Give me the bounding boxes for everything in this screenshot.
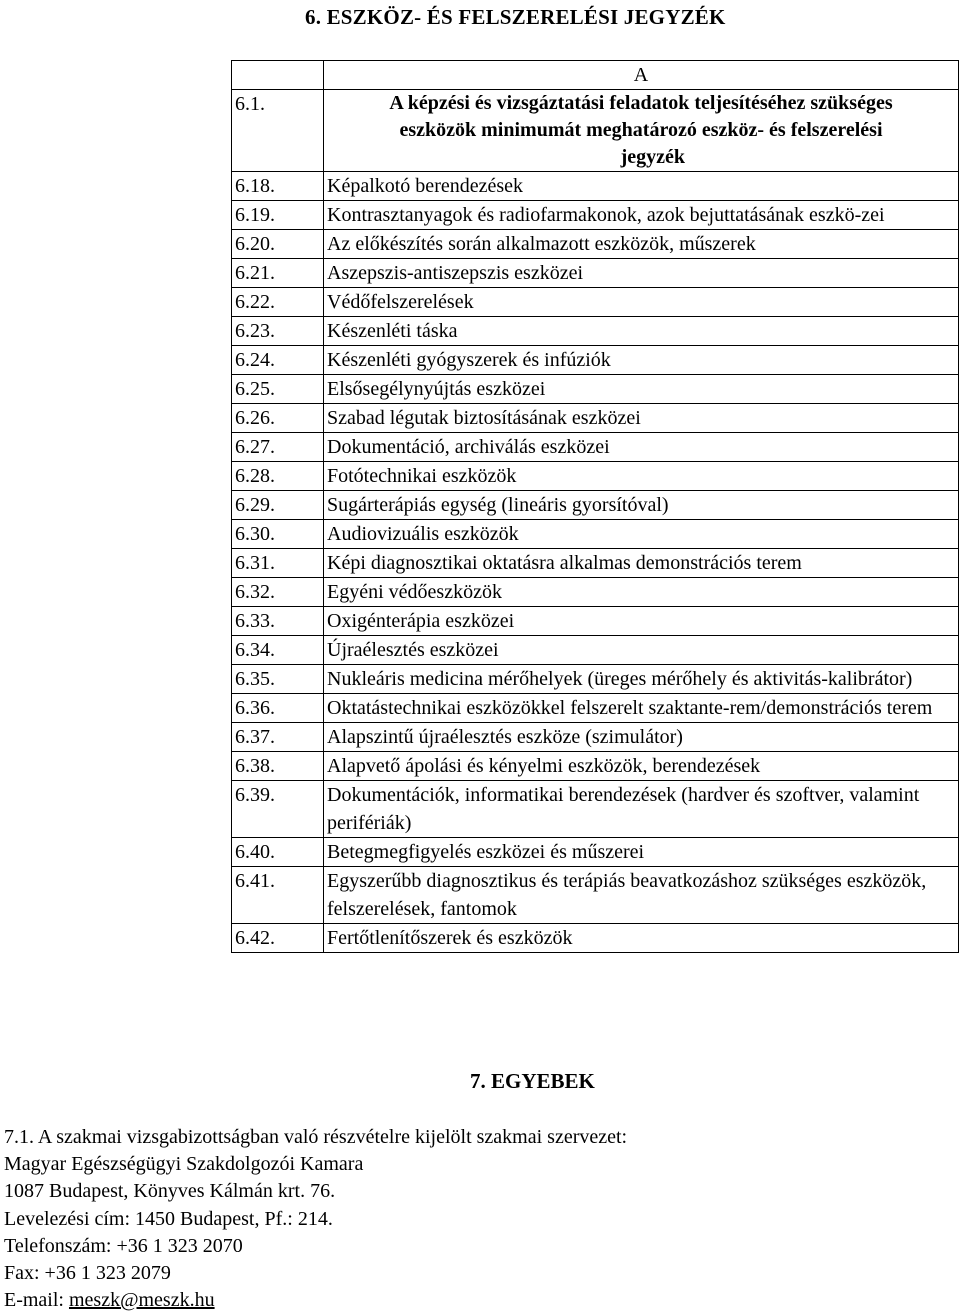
column-header-a: A [324, 61, 959, 90]
row-number: 6.40. [232, 838, 324, 867]
row-number: 6.21. [232, 259, 324, 288]
organization-info-lines [4, 1124, 627, 1287]
row-label: Dokumentációk, informatikai berendezések (hardver és szoftver, valamint perifériák) [324, 781, 959, 838]
table-row [232, 317, 959, 346]
row-number: 6.39. [232, 781, 324, 838]
row-number: 6.36. [232, 694, 324, 723]
row-label: Újraélesztés eszközei [324, 636, 959, 665]
row-label: Egyszerűbb diagnosztikus és terápiás beavatkozáshoz szükséges eszközök, felszerelések, fantomok [324, 867, 959, 924]
table-title-row [232, 90, 959, 172]
row-number: 6.22. [232, 288, 324, 317]
row-label: Védőfelszerelések [324, 288, 959, 317]
table-row [232, 520, 959, 549]
row-number: 6.32. [232, 578, 324, 607]
info-line: Telefonszám: +36 1 323 2070 [4, 1234, 243, 1257]
table-row [232, 867, 959, 924]
row-label: Sugárterápiás egység (lineáris gyorsítóval) [324, 491, 959, 520]
table-row [232, 924, 959, 953]
row-number: 6.23. [232, 317, 324, 346]
table-row [232, 230, 959, 259]
section-7-heading: 7. EGYEBEK [470, 1069, 595, 1093]
row-number: 6.35. [232, 665, 324, 694]
table-row [232, 636, 959, 665]
table-row [232, 549, 959, 578]
row-label: Fotótechnikai eszközök [324, 462, 959, 491]
table-title-line-2: eszközök minimumát meghatározó eszköz- és felszerelési [399, 119, 883, 141]
header-empty-cell [232, 61, 324, 90]
table-header-row [232, 61, 959, 90]
table-title-line-3: jegyzék [620, 146, 685, 168]
table-row [232, 491, 959, 520]
table-title [324, 90, 959, 172]
info-line: Magyar Egészségügyi Szakdolgozói Kamara [4, 1153, 364, 1176]
table-row [232, 375, 959, 404]
row-label: Alapvető ápolási és kényelmi eszközök, berendezések [324, 752, 959, 781]
info-line: 1087 Budapest, Könyves Kálmán krt. 76. [4, 1180, 336, 1203]
row-label: Aszepszis-antiszepszis eszközei [324, 259, 959, 288]
email-link[interactable]: meszk@meszk.hu [68, 1289, 215, 1312]
table-row [232, 259, 959, 288]
table-row [232, 723, 959, 752]
table-row [232, 172, 959, 201]
email-line [4, 1287, 627, 1314]
row-label: Képi diagnosztikai oktatásra alkalmas demonstrációs terem [324, 549, 959, 578]
row-number: 6.19. [232, 201, 324, 230]
table-row [232, 694, 959, 723]
table-row [232, 578, 959, 607]
table-row [232, 433, 959, 462]
row-label: Kontrasztanyagok és radiofarmakonok, azok bejuttatásának eszkö-zei [324, 201, 959, 230]
row-number: 6.30. [232, 520, 324, 549]
row-number: 6.25. [232, 375, 324, 404]
info-line: Levelezési cím: 1450 Budapest, Pf.: 214. [4, 1207, 333, 1230]
row-label: Alapszintű újraélesztés eszköze (szimulátor) [324, 723, 959, 752]
section-6-heading: 6. ESZKÖZ- ÉS FELSZERELÉSI JEGYZÉK [305, 5, 726, 29]
table-title-line-1: A képzési és vizsgáztatási feladatok teljesítéséhez szükséges [389, 92, 893, 114]
table-row [232, 346, 959, 375]
row-number: 6.27. [232, 433, 324, 462]
row-number: 6.31. [232, 549, 324, 578]
title-number: 6.1. [232, 90, 324, 172]
row-label: Elsősegélynyújtás eszközei [324, 375, 959, 404]
row-number: 6.41. [232, 867, 324, 924]
row-label: Készenléti táska [324, 317, 959, 346]
row-label: Egyéni védőeszközök [324, 578, 959, 607]
row-number: 6.33. [232, 607, 324, 636]
row-number: 6.37. [232, 723, 324, 752]
row-number: 6.38. [232, 752, 324, 781]
table-row [232, 607, 959, 636]
organization-info [4, 1124, 627, 1314]
row-label: Képalkotó berendezések [324, 172, 959, 201]
row-number: 6.24. [232, 346, 324, 375]
equipment-table [231, 60, 959, 953]
table-row [232, 838, 959, 867]
row-label: Nukleáris medicina mérőhelyek (üreges mérőhely és aktivitás-kalibrátor) [324, 665, 959, 694]
table-row [232, 752, 959, 781]
table-row [232, 404, 959, 433]
row-number: 6.26. [232, 404, 324, 433]
table-row [232, 462, 959, 491]
row-number: 6.42. [232, 924, 324, 953]
info-line: Fax: +36 1 323 2079 [4, 1262, 171, 1285]
row-number: 6.29. [232, 491, 324, 520]
equipment-table-body [232, 61, 959, 953]
row-number: 6.28. [232, 462, 324, 491]
row-number: 6.20. [232, 230, 324, 259]
row-label: Készenléti gyógyszerek és infúziók [324, 346, 959, 375]
table-row [232, 201, 959, 230]
row-label: Dokumentáció, archiválás eszközei [324, 433, 959, 462]
row-label: Szabad légutak biztosításának eszközei [324, 404, 959, 433]
email-label: E-mail: [4, 1289, 69, 1312]
row-label: Az előkészítés során alkalmazott eszközök, műszerek [324, 230, 959, 259]
row-label: Oktatástechnikai eszközökkel felszerelt szaktante-rem/demonstrációs terem [324, 694, 959, 723]
row-number: 6.34. [232, 636, 324, 665]
row-label: Audiovizuális eszközök [324, 520, 959, 549]
row-label: Fertőtlenítőszerek és eszközök [324, 924, 959, 953]
table-row [232, 665, 959, 694]
row-number: 6.18. [232, 172, 324, 201]
table-row [232, 288, 959, 317]
row-label: Oxigénterápia eszközei [324, 607, 959, 636]
info-line: 7.1. A szakmai vizsgabizottságban való részvételre kijelölt szakmai szervezet: [4, 1126, 628, 1148]
row-label: Betegmegfigyelés eszközei és műszerei [324, 838, 959, 867]
table-row [232, 781, 959, 838]
